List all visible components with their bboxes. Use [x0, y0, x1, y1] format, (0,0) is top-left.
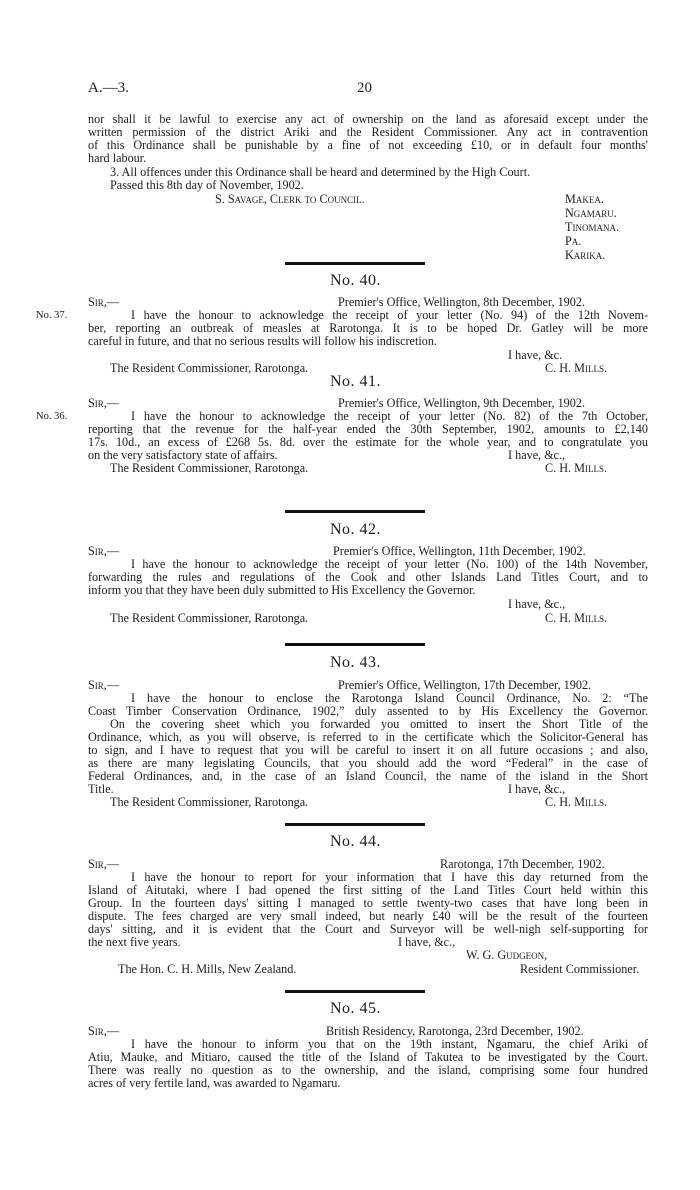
signer: C. H. Mills.: [545, 611, 607, 625]
page-number: 20: [357, 80, 372, 96]
closing: I have, &c.,: [508, 782, 566, 796]
signer-title: Resident Commissioner.: [520, 962, 640, 976]
ordinance-line: of this Ordinance shall be punishable by a fine of not exceeding £10, or in default four months': [88, 138, 648, 152]
letter-origin: Premier's Office, Wellington, 11th December, 1902.: [333, 544, 586, 558]
passed-date: Passed this 8th day of November, 1902.: [110, 178, 304, 192]
body-line: Group. In the fourteen days' sitting I managed to settle twenty-two cases that have long been in: [88, 896, 648, 910]
salutation: Sir,—: [88, 295, 120, 309]
signatory: Makea.: [565, 192, 604, 206]
addressee: The Resident Commissioner, Rarotonga.: [110, 461, 309, 475]
body-line: ber, reporting an outbreak of measles at Rarotonga. It is to be hoped Dr. Gatley will be more: [88, 321, 648, 335]
margin-reference: No. 36.: [36, 411, 68, 422]
ordinance-clause-3: 3. All offences under this Ordinance shall be heard and determined by the High Court.: [110, 165, 531, 179]
section-rule: [285, 823, 425, 826]
addressee: The Resident Commissioner, Rarotonga.: [110, 611, 309, 625]
body-line: careful in future, and that no serious results will follow his indiscretion.: [88, 334, 437, 348]
body-line: the next five years.: [88, 935, 181, 949]
body-line: inform you that they have been duly submitted to His Excellency the Governor.: [88, 583, 476, 597]
body-line: Federal Ordinances, and, in the case of an Island Council, the name of the island in the Short: [88, 769, 648, 783]
body-line: On the covering sheet which you forwarded you omitted to insert the Short Title of the: [110, 717, 648, 731]
body-line: Island of Aitutaki, where I had opened the first sitting of the Land Titles Court held within this: [88, 883, 648, 897]
body-line: I have the honour to report for your information that I have this day returned from the: [131, 870, 648, 884]
closing: I have, &c.,: [398, 935, 456, 949]
addressee: The Resident Commissioner, Rarotonga.: [110, 795, 309, 809]
closing: I have, &c.,: [508, 597, 566, 611]
letter-number: No. 43.: [330, 654, 382, 671]
series-code: A.—3.: [88, 80, 129, 96]
body-line: Title.: [88, 782, 114, 796]
body-line: Coast Timber Conservation Ordinance, 1902,” duly assented to by His Excellency the Governor.: [88, 704, 648, 718]
section-rule: [285, 990, 425, 993]
letter-origin: Premier's Office, Wellington, 9th December, 1902.: [338, 396, 586, 410]
salutation: Sir,—: [88, 1024, 120, 1038]
body-line: reporting that the revenue for the half-year ended the 30th September, 1902, amounts to £2,140: [88, 422, 648, 436]
letter-number: No. 44.: [330, 833, 382, 850]
signer: C. H. Mills.: [545, 795, 607, 809]
letter-number: No. 40.: [330, 272, 382, 289]
body-line: I have the honour to acknowledge the receipt of your letter (No. 82) of the 7th October,: [131, 409, 648, 423]
letter-number: No. 45.: [330, 1000, 382, 1017]
body-line: to sign, and I have to request that you will be careful to insert it on all future occasions ; and also,: [88, 743, 648, 757]
signatory: Pa.: [565, 234, 582, 248]
section-rule: [285, 510, 425, 513]
letter-number: No. 41.: [330, 373, 382, 390]
addressee: The Hon. C. H. Mills, New Zealand.: [118, 962, 297, 976]
body-line: I have the honour to acknowledge the receipt of your letter (No. 100) of the 14th November,: [131, 557, 648, 571]
signatory: Tinomana.: [565, 220, 619, 234]
ordinance-line: written permission of the district Ariki and the Resident Commissioner. Any act in contravention: [88, 125, 648, 139]
letter-origin: British Residency, Rarotonga, 23rd December, 1902.: [326, 1024, 584, 1038]
body-line: There was really no question as to the ownership, and the island, comprising some four hundred: [88, 1063, 648, 1077]
body-line: forwarding the rules and regulations of the Cook and other Islands Land Titles Court, and to: [88, 570, 648, 584]
letter-origin: Premier's Office, Wellington, 8th December, 1902.: [338, 295, 586, 309]
clerk-signature: S. Savage, Clerk to Council.: [215, 192, 365, 206]
margin-reference: No. 37.: [36, 310, 68, 321]
letter-number: No. 42.: [330, 521, 382, 538]
addressee: The Resident Commissioner, Rarotonga.: [110, 361, 309, 375]
salutation: Sir,—: [88, 857, 120, 871]
signer: C. H. Mills.: [545, 461, 607, 475]
signer: C. H. Mills.: [545, 361, 607, 375]
signatory: Karika.: [565, 248, 606, 262]
section-rule: [285, 643, 425, 646]
letter-origin: Premier's Office, Wellington, 17th December, 1902.: [338, 678, 592, 692]
body-line: as there are many legislating Councils, that you should add the word “Federal” in the case of: [88, 756, 648, 770]
body-line: I have the honour to acknowledge the receipt of your letter (No. 94) of the 12th Novem-: [131, 308, 648, 322]
salutation: Sir,—: [88, 678, 120, 692]
signer: W. G. Gudgeon,: [466, 948, 548, 962]
body-line: I have the honour to inform you that on the 19th instant, Ngamaru, the chief Ariki of: [131, 1037, 648, 1051]
body-line: Atiu, Mauke, and Mitiaro, caused the title of the Island of Takutea to be investigated by the Court.: [88, 1050, 648, 1064]
ordinance-line: nor shall it be lawful to exercise any act of ownership on the land as aforesaid except under the: [88, 112, 648, 126]
closing: I have, &c.: [508, 348, 563, 362]
closing: I have, &c.,: [508, 448, 566, 462]
signatory: Ngamaru.: [565, 206, 617, 220]
salutation: Sir,—: [88, 396, 120, 410]
body-line: I have the honour to enclose the Rarotonga Island Council Ordinance, No. 2: “The: [131, 691, 648, 705]
ordinance-line: hard labour.: [88, 151, 147, 165]
body-line: dispute. The fees charged are very small indeed, but nearly £40 will be the result of the fourteen: [88, 909, 648, 923]
body-line: 17s. 10d., an excess of £268 5s. 8d. over the estimate for the whole year, and to congratulate you: [88, 435, 648, 449]
salutation: Sir,—: [88, 544, 120, 558]
body-line: on the very satisfactory state of affairs.: [88, 448, 278, 462]
section-rule: [285, 262, 425, 265]
body-line: Ordinance, which, as you will observe, is referred to in the certificate which the Solicitor-General has: [88, 730, 648, 744]
body-line: days' sitting, and it is evident that the Court and Surveyor will be well-nigh self-supporting for: [88, 922, 648, 936]
body-line: acres of very fertile land, was awarded to Ngamaru.: [88, 1076, 341, 1090]
letter-origin: Rarotonga, 17th December, 1902.: [440, 857, 605, 871]
